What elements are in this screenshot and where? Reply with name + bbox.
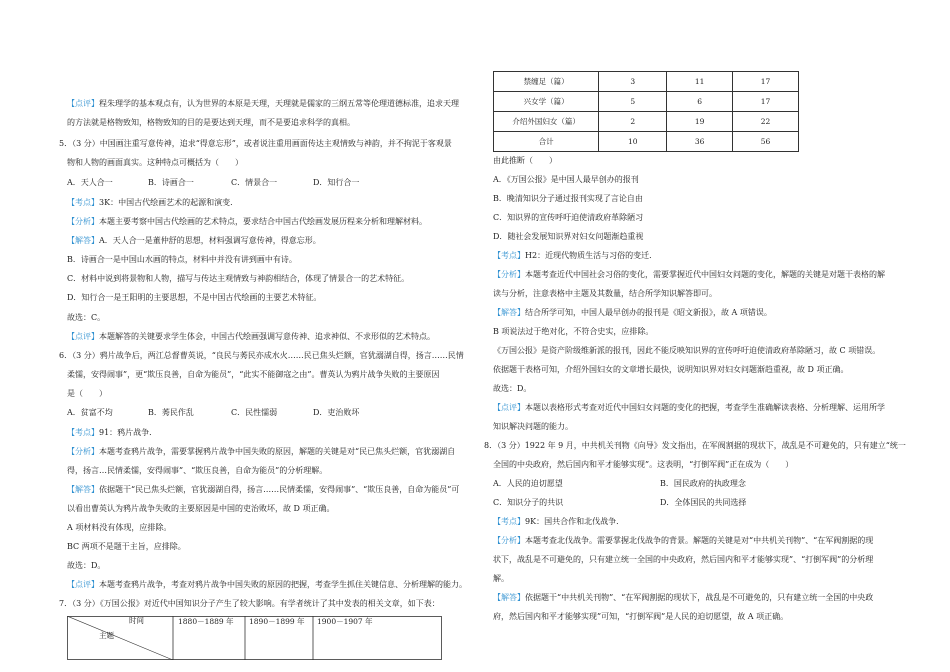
q6-option-a: A．贫富不均 (67, 408, 113, 417)
q8-fenxi-line: 状下，战乱是不可避免的，只有建立统一全国的中央政府，然后国内和平才能够实现”、“打倒军阀”的分析理 (493, 555, 874, 564)
q6-jieda-line: 以看出曹英认为鸦片战争失败的主要原因是中国的吏治败坏，故 D 项正确。 (67, 504, 335, 513)
q4-comment-line: 【点评】程朱理学的基本观点有，认为世界的本原是天理，天理就是儒家的三纲五常等伦理道德标准，追求天理 (67, 99, 459, 108)
q5-stem-line: 5．（3 分）中国画注重写意传神，追求“得意忘形”，或者说注重用画面传达主观情致与神韵，并不拘泥于客观景 (59, 139, 452, 148)
q7-jieda-line: 《万国公报》是资产阶级维新派的报刊，因此不能反映知识界的宣传呼吁迫使清政府革除陋习，故 C 项错误。 (493, 346, 881, 355)
q4-comment-tag: 点评 (75, 99, 91, 108)
table-row: 兴女学（篇） 5 6 17 (494, 92, 799, 112)
q8-fenxi-line: 解。 (493, 574, 509, 583)
q5-option-a: A．天人合一 (67, 178, 113, 187)
q7-table-header (67, 616, 442, 660)
q5-fenxi: 【分析】本题主要考察中国古代绘画的艺术特点，要求结合中国古代绘画发展历程来分析和理解材料。 (67, 217, 427, 226)
q7-lead: 由此推断（ ） (493, 156, 557, 165)
q8-stem-line: 全国的中央政府，然后国内和平才能够实现”。这表明，“打倒军阀”正在成为（ ） (493, 460, 794, 469)
q6-option-c: C．民性懦弱 (231, 408, 278, 417)
q6-dianping: 【点评】本题考查鸦片战争，考查对鸦片战争中国失败的原因的把握，考查学生抓住关键信息、分析理解的能力。 (67, 580, 467, 589)
q5-answer: 故选：C。 (67, 313, 106, 322)
q8-option-c: C．知识分子的共识 (493, 498, 564, 507)
q6-jieda-line: BC 两项不是题干主旨，应排除。 (67, 542, 186, 551)
q7-fenxi: 【分析】本题考查近代中国社会习俗的变化，需要掌握近代中国妇女问题的变化，解题的关键是对题干表格的解 (493, 270, 885, 279)
q6-stem-line: 柔懦，安得闹事”，更“欺压良善，自命为能员”，“此实不能御寇之由”。曹英认为鸦片战争失败的主要原因 (67, 370, 440, 379)
q8-option-d: D．全体国民的共同选择 (660, 498, 747, 507)
q7-option-d: D．随社会发展知识界对妇女问题渐趋重视 (493, 232, 644, 241)
q7-option-b: B．晚清知识分子通过报刊实现了言论自由 (493, 194, 643, 203)
q6-jieda-line: A 项材料没有体现，应排除。 (67, 523, 172, 532)
q5-kaodian: 【考点】3K：中国古代绘画艺术的起源和演变． (67, 198, 239, 207)
header-col-1880: 1880－1889 年 (178, 617, 234, 626)
header-topic-label: 主题 (99, 631, 114, 640)
q7-answer: 故选：D。 (493, 384, 532, 393)
q8-stem-line: 8．（3 分）1922 年 9 月，中共机关刊物《向导》发文指出，在军阀割据的现状下，战乱是不可避免的，只有建立“统一 (484, 441, 906, 450)
q6-jieda: 【解答】依据题干“民已焦头烂额，官犹溺湖自得，扬言……民情柔懦，安得闹事”、“欺压良善，自命为能员”可 (67, 485, 460, 494)
q6-answer: 故选：D。 (67, 561, 106, 570)
q5-dianping: 【点评】本题解答的关键要求学生体会，中国古代绘画强调写意传神、追求神似、不求形似的艺术特点。 (67, 332, 435, 341)
q7-dianping: 【点评】本题以表格形式考查对近代中国妇女问题的变化的把握，考查学生准确解读表格、分析理解、运用所学 (493, 403, 885, 412)
table-row: 合计 10 36 56 (494, 132, 799, 152)
q5-option-c: C．情景合一 (231, 178, 278, 187)
q5-option-d: D．知行合一 (313, 178, 360, 187)
q7-data-table (493, 71, 799, 152)
table-row: 禁缠足（篇） 3 11 17 (494, 72, 799, 92)
q6-kaodian: 【考点】91：鸦片战争． (67, 428, 158, 437)
q8-jieda: 【解答】依据题干“中共机关刊物”、“在军阀割据的现状下，战乱是不可避免的，只有建立统一全国的中央政 (493, 593, 874, 602)
q7-jieda-line: 依据题干表格可知，介绍外国妇女的文章增长最快，说明知识界对妇女问题渐趋重视，故 D 项正确。 (493, 365, 849, 374)
q8-fenxi: 【分析】本题考查北伐战争。需要掌握北伐战争的背景。解题的关键是对“中共机关刊物”、“在军阀割据的现 (493, 536, 874, 545)
q5-jieda-line: D．知行合一是王阳明的主要思想，不是中国古代绘画的主要艺术特征。 (67, 293, 322, 302)
q6-fenxi: 【分析】本题考查鸦片战争，需要掌握鸦片战争中国失败的原因，解题的关键是对“民已焦头烂额，官犹溺湖自 (67, 447, 456, 456)
header-col-1890: 1890－1899 年 (249, 617, 305, 626)
q6-option-b: B．莠民作乱 (148, 408, 194, 417)
q7-jieda-line: B 项说法过于绝对化，不符合史实，应排除。 (493, 327, 654, 336)
q8-kaodian: 【考点】9K：国共合作和北伐战争． (493, 517, 625, 526)
q7-option-c: C．知识界的宣传呼吁迫使清政府革除陋习 (493, 213, 644, 222)
q8-option-b: B．国民政府的执政理念 (660, 479, 746, 488)
q5-jieda: 【解答】A．天人合一是董仲舒的思想，材料强调写意传神，得意忘形。 (67, 236, 321, 245)
table-row: 介绍外国妇女（篇） 2 19 22 (494, 112, 799, 132)
q7-stem: 7．（3 分）《万国公报》对近代中国知识分子产生了较大影响。有学者统计了其中发表的相关文章，如下表： (59, 599, 440, 608)
q8-jieda-line: 府，然后国内和平才能够实现”可知，“打倒军阀”是人民的迫切愿望，故 A 项正确。 (493, 612, 789, 621)
q7-fenxi-line: 读与分析，注意表格中主题及其数量，结合所学知识解答即可。 (493, 289, 717, 298)
q4-comment-text: 程朱理学的基本观点有，认为世界的本原是天理，天理就是儒家的三纲五常等伦理道德标准，追求天理 (99, 99, 459, 108)
q5-jieda-line: C．材料中说到将景物和人物，描写与传达主观情致与神韵相结合，体现了情景合一的艺术特征。 (67, 274, 410, 283)
q7-option-a: A．《万国公报》是中国人最早创办的报刊 (493, 175, 639, 184)
q8-option-a: A．人民的迫切愿望 (493, 479, 563, 488)
q5-jieda-line: B．诗画合一是中国山水画的特点，材料中并没有讲到画中有诗。 (67, 255, 297, 264)
q5-option-b: B．诗画合一 (148, 178, 194, 187)
q7-kaodian: 【考点】H2：近现代物质生活与习俗的变迁． (493, 251, 658, 260)
q6-option-d: D．吏治败坏 (313, 408, 360, 417)
q4-comment-line: 的方法就是格物致知，格物致知的目的是要达到天理，而不是要追求科学的真相。 (67, 118, 355, 127)
header-time-label: 时间 (129, 616, 144, 625)
q7-dianping-line: 知识解决问题的能力。 (493, 422, 573, 431)
q7-jieda: 【解答】结合所学可知，中国人最早创办的报刊是《昭文新报》，故 A 项错误。 (493, 308, 772, 317)
q6-stem-line: 6．（3 分）鸦片战争后，两江总督曹英说，“良民与莠民亦成水火……民已焦头烂额，官犹溺湖自得，扬言……民情 (59, 351, 464, 360)
q6-stem-line: 是（ ） (67, 389, 107, 398)
header-col-1900: 1900－1907 年 (317, 617, 373, 626)
diagonal-line (67, 616, 173, 660)
q6-fenxi-line: 得，扬言…民情柔懦，安得闹事”、“欺压良善，自命为能员”的分析理解。 (67, 466, 328, 475)
q5-stem-line: 物和人物的画面真实。这种特点可概括为（ ） (67, 158, 243, 167)
